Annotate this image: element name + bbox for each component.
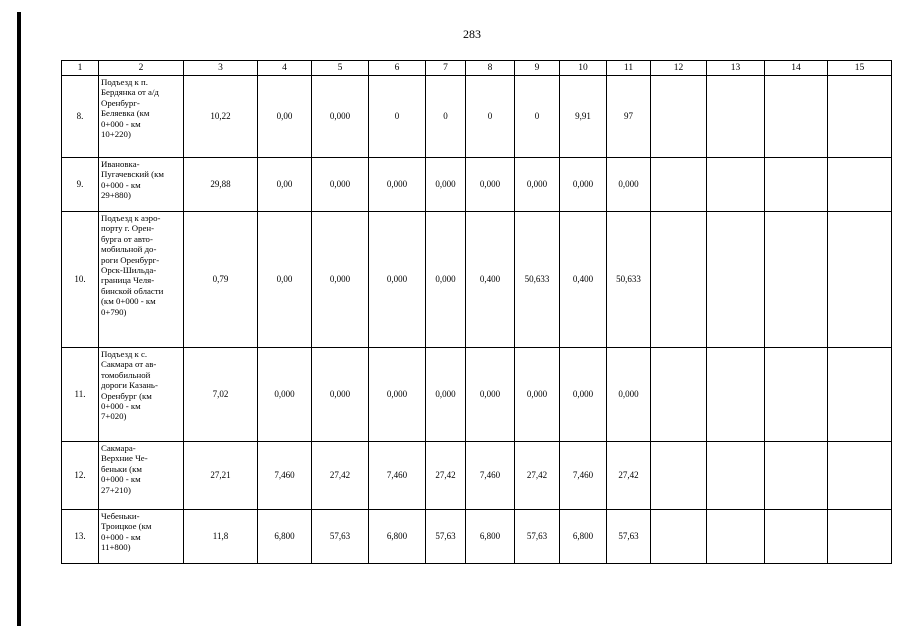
value-cell-col-11: 97 — [607, 76, 651, 158]
value-cell-col-12 — [651, 158, 707, 212]
value-cell-col-6: 0,000 — [369, 348, 426, 442]
value-cell-col-6: 6,800 — [369, 510, 426, 564]
value-cell-col-8: 0 — [466, 76, 515, 158]
value-cell-col-14 — [765, 158, 828, 212]
value-cell-col-13 — [707, 76, 765, 158]
value-cell-col-13 — [707, 510, 765, 564]
road-name-cell: Ивановка- Пугачевский (км 0+000 - км 29+880) — [99, 158, 184, 212]
value-cell-col-5: 57,63 — [312, 510, 369, 564]
value-cell-col-4: 0,00 — [258, 158, 312, 212]
value-cell-col-10: 0,000 — [560, 348, 607, 442]
value-cell-col-9: 0,000 — [515, 348, 560, 442]
header-row — [62, 61, 892, 76]
value-cell-col-10: 0,000 — [560, 158, 607, 212]
value-cell-col-3: 11,8 — [184, 510, 258, 564]
value-cell-col-15 — [828, 510, 892, 564]
row-number-cell: 11. — [62, 348, 99, 442]
page-number: 283 — [463, 27, 481, 41]
row-number-cell: 13. — [62, 510, 99, 564]
header-cell-11: 11 — [607, 61, 651, 76]
header-cell-14: 14 — [765, 61, 828, 76]
value-cell-col-4: 6,800 — [258, 510, 312, 564]
value-cell-col-9: 27,42 — [515, 442, 560, 510]
value-cell-col-4: 7,460 — [258, 442, 312, 510]
value-cell-col-12 — [651, 442, 707, 510]
value-cell-col-14 — [765, 212, 828, 348]
value-cell-col-4: 0,00 — [258, 76, 312, 158]
value-cell-col-14 — [765, 442, 828, 510]
value-cell-col-5: 27,42 — [312, 442, 369, 510]
value-cell-col-9: 0,000 — [515, 158, 560, 212]
value-cell-col-3: 0,79 — [184, 212, 258, 348]
road-name-cell: Сакмара- Верхние Че- беньки (км 0+000 - км 27+210) — [99, 442, 184, 510]
road-name-cell: Чебеньки- Троицкое (км 0+000 - км 11+800) — [99, 510, 184, 564]
value-cell-col-6: 0 — [369, 76, 426, 158]
binding-bar — [17, 12, 21, 626]
value-cell-col-9: 0 — [515, 76, 560, 158]
value-cell-col-5: 0,000 — [312, 348, 369, 442]
table-row — [62, 510, 892, 564]
value-cell-col-3: 29,88 — [184, 158, 258, 212]
value-cell-col-10: 6,800 — [560, 510, 607, 564]
value-cell-col-9: 57,63 — [515, 510, 560, 564]
value-cell-col-12 — [651, 510, 707, 564]
header-cell-9: 9 — [515, 61, 560, 76]
road-name-cell: Подъезд к аэро- порту г. Орен- бурга от авто- мобильной до- роги Оренбург- Орск-Шильда- граница Челя- бинской области (км 0+000 - км 0+790) — [99, 212, 184, 348]
header-cell-10: 10 — [560, 61, 607, 76]
value-cell-col-12 — [651, 348, 707, 442]
value-cell-col-4: 0,000 — [258, 348, 312, 442]
value-cell-col-15 — [828, 212, 892, 348]
value-cell-col-8: 0,400 — [466, 212, 515, 348]
value-cell-col-15 — [828, 442, 892, 510]
row-number-cell: 10. — [62, 212, 99, 348]
table-row — [62, 158, 892, 212]
value-cell-col-4: 0,00 — [258, 212, 312, 348]
value-cell-col-7: 0,000 — [426, 158, 466, 212]
value-cell-col-11: 50,633 — [607, 212, 651, 348]
table-row — [62, 348, 892, 442]
value-cell-col-15 — [828, 348, 892, 442]
value-cell-col-12 — [651, 76, 707, 158]
value-cell-col-11: 27,42 — [607, 442, 651, 510]
value-cell-col-7: 0,000 — [426, 348, 466, 442]
header-cell-3: 3 — [184, 61, 258, 76]
value-cell-col-8: 7,460 — [466, 442, 515, 510]
value-cell-col-6: 0,000 — [369, 158, 426, 212]
header-cell-2: 2 — [99, 61, 184, 76]
value-cell-col-7: 0,000 — [426, 212, 466, 348]
header-cell-13: 13 — [707, 61, 765, 76]
header-cell-7: 7 — [426, 61, 466, 76]
value-cell-col-8: 0,000 — [466, 158, 515, 212]
value-cell-col-10: 9,91 — [560, 76, 607, 158]
value-cell-col-10: 0,400 — [560, 212, 607, 348]
value-cell-col-13 — [707, 442, 765, 510]
row-number-cell: 12. — [62, 442, 99, 510]
value-cell-col-3: 7,02 — [184, 348, 258, 442]
value-cell-col-13 — [707, 212, 765, 348]
value-cell-col-11: 57,63 — [607, 510, 651, 564]
road-name-cell: Подъезд к п. Бердянка от а/д Оренбург- Беляевка (км 0+000 - км 10+220) — [99, 76, 184, 158]
header-cell-5: 5 — [312, 61, 369, 76]
value-cell-col-5: 0,000 — [312, 76, 369, 158]
value-cell-col-11: 0,000 — [607, 348, 651, 442]
value-cell-col-6: 7,460 — [369, 442, 426, 510]
row-number-cell: 9. — [62, 158, 99, 212]
table-row — [62, 212, 892, 348]
header-cell-15: 15 — [828, 61, 892, 76]
header-cell-8: 8 — [466, 61, 515, 76]
road-name-cell: Подъезд к с. Сакмара от ав- томобильной дороги Казань- Оренбург (км 0+000 - км 7+020) — [99, 348, 184, 442]
value-cell-col-5: 0,000 — [312, 212, 369, 348]
table-row — [62, 76, 892, 158]
value-cell-col-5: 0,000 — [312, 158, 369, 212]
value-cell-col-14 — [765, 76, 828, 158]
header-cell-1: 1 — [62, 61, 99, 76]
value-cell-col-3: 27,21 — [184, 442, 258, 510]
value-cell-col-12 — [651, 212, 707, 348]
value-cell-col-7: 57,63 — [426, 510, 466, 564]
value-cell-col-13 — [707, 348, 765, 442]
data-table — [61, 60, 892, 564]
value-cell-col-10: 7,460 — [560, 442, 607, 510]
value-cell-col-9: 50,633 — [515, 212, 560, 348]
value-cell-col-7: 27,42 — [426, 442, 466, 510]
row-number-cell: 8. — [62, 76, 99, 158]
value-cell-col-3: 10,22 — [184, 76, 258, 158]
header-cell-12: 12 — [651, 61, 707, 76]
value-cell-col-6: 0,000 — [369, 212, 426, 348]
header-cell-4: 4 — [258, 61, 312, 76]
value-cell-col-8: 0,000 — [466, 348, 515, 442]
value-cell-col-8: 6,800 — [466, 510, 515, 564]
value-cell-col-14 — [765, 510, 828, 564]
value-cell-col-15 — [828, 76, 892, 158]
value-cell-col-11: 0,000 — [607, 158, 651, 212]
header-cell-6: 6 — [369, 61, 426, 76]
value-cell-col-15 — [828, 158, 892, 212]
value-cell-col-14 — [765, 348, 828, 442]
table-row — [62, 442, 892, 510]
value-cell-col-7: 0 — [426, 76, 466, 158]
value-cell-col-13 — [707, 158, 765, 212]
